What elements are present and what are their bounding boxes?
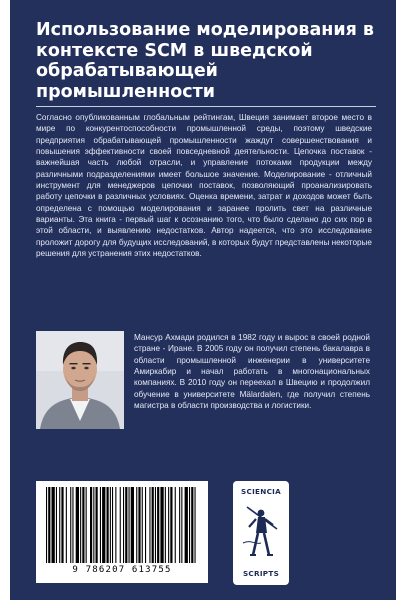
publisher-logo [233, 481, 289, 585]
book-description: Согласно опубликованным глобальным рейтингам, Швеция занимает второе место в мире по конкурентоспособности промышленной среды, поэтому шведские предприятия обрабатывающей промышленности жаждут совершенствования и повышения эффективности своей повседневной деятельности. Цепочка поставок - важнейшая часть любой отрасли, и управление потоками продукции между различными подразделениями имеет большое значение. Моделирование - отличный инструмент для менеджеров цепочки поставок, позволяющий проанализировать работу цепочки в различных условиях. Оценка времени, затрат и доходов может быть определена с помощью моделирования и заранее пролить свет на различные варианты. Эта книга - первый шаг к осознанию того, что было сделано до сих пор в этой области, и выявлению недостатков. Автор надеется, что это исследование проложит дорогу для будущих исследований, в которых будут представлены некоторые решения для устранения этих недостатков. [36, 113, 372, 259]
sciencia-scripts-figure-icon [241, 499, 281, 565]
isbn-barcode [36, 481, 208, 583]
author-bio: Мансур Ахмади родился в 1982 году и вырос в своей родной стране - Иране. В 2005 году он получил степень бакалавра в области промышленной инженерии в университете Амиркабир и начал работать в многонациональных компаниях. В 2010 году он переехал в Швецию и продолжил обучение в университете Mälardalen, где получил степень магистра в области производства и логистики. [134, 333, 370, 411]
title-divider [36, 106, 376, 107]
barcode-icon [44, 487, 200, 565]
author-portrait-icon [36, 331, 124, 429]
book-title: Использование моделирования в контексте SCM в шведской обрабатывающей промышленности [36, 20, 375, 102]
publisher-logo-top-text: SCIENCIA [241, 487, 281, 496]
isbn-number: 9 786207 613755 [72, 565, 172, 575]
publisher-logo-bottom-text: SCRIPTS [242, 569, 280, 578]
author-photo [36, 331, 124, 429]
